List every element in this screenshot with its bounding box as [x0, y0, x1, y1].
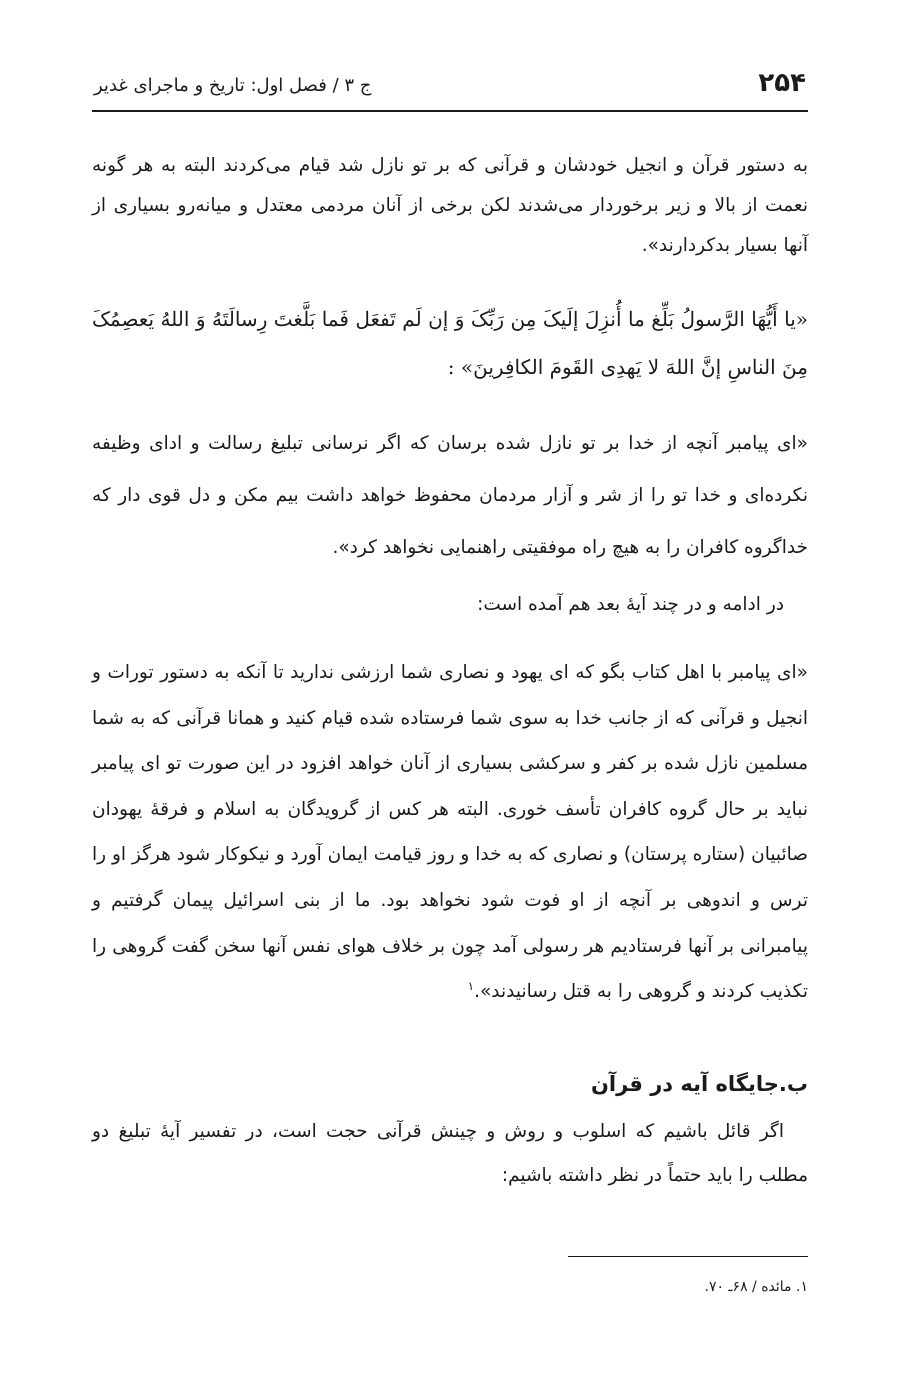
footnote-divider [568, 1256, 808, 1257]
paragraph-5: اگر قائل باشیم که اسلوب و روش و چینش قرآنی حجت است، در تفسیر آیهٔ تبلیغ دو مطلب را باید حتماً در نظر داشته باشیم: [92, 1121, 808, 1186]
page-number: ۲۵۴ [758, 68, 806, 98]
footnote-1: ۱. مائده / ۶۸ـ ۷۰. [704, 1279, 808, 1295]
quran-verse: «یا أَیُّهَا الرَّسولُ بَلِّغ ما أُنزِلَ إلَیکَ مِن رَبِّکَ وَ إن لَم تَفعَل فَما بَلَّغتَ رِسالَتَهُ وَ اللهُ یَعصِمُکَ مِنَ الناسِ إنَّ اللهَ لا یَهدِی القَومَ الکافِرینَ» : [92, 307, 808, 379]
running-head: ج ۳ / فصل اول: تاریخ و ماجرای غدیر [94, 75, 372, 96]
footnote-ref-1[interactable]: ۱ [467, 979, 475, 993]
paragraph-3: در ادامه و در چند آیهٔ بعد هم آمده است: [477, 594, 784, 615]
paragraph-4-translation [92, 650, 808, 1015]
paragraph-4-text: «ای پیامبر با اهل کتاب بگو که ای یهود و نصاری شما ارزشی ندارید تا آنکه به دستور تورات و انجیل و قرآنی که از جانب خدا به سوی شما فرستاده شده قیام کنید و همانا قرآنی که به شما مسلمین نازل شده بر کفر و سرکشی بسیاری از آنان خواهد افزود در این صورت تو ای پیامبر نباید بر حال گروه کافران تأسف خوری. البته هر کس از گرویدگان به اسلام و فرقهٔ یهودان صائبیان (ستاره پرستان) و نصاری که به خدا و روز قیامت ایمان آورد و نیکوکار شود هرگز او را ترس و اندوهی بر آنچه از او فوت شود نخواهد بود. ما از بنی اسرائیل پیمان گرفتیم و پیامبرانی بر آنها فرستادیم هر رسولی آمد چون بر خلاف هوای نفس آنها سخن گفت گروهی را تکذیب کردند و گروهی را به قتل رسانیدند». [92, 662, 808, 1003]
section-heading: ب.جایگاه آیه در قرآن [590, 1072, 808, 1096]
book-page [92, 0, 808, 1390]
paragraph-1: به دستور قرآن و انجیل خودشان و قرآنی که بر تو نازل شد قیام می‌کردند البته به هر گونه نعمت از بالا و زیر برخوردار می‌شدند لکن برخی از آنان مردمی معتدل و میانه‌رو بسیاری از آنها بسیار بدکردارند». [92, 155, 808, 256]
paragraph-2-translation: «ای پیامبر آنچه از خدا بر تو نازل شده برسان که اگر نرسانی تبلیغ رسالت و ادای وظیفه نکرده‌ای و خدا تو را از شر و آزار مردمان محفوظ خواهد داشت بیم مکن و دل قوی دار که خداگروه کافران را به هیچ راه موفقیتی راهنمایی نخواهد کرد». [92, 433, 808, 558]
page-header [92, 62, 808, 112]
